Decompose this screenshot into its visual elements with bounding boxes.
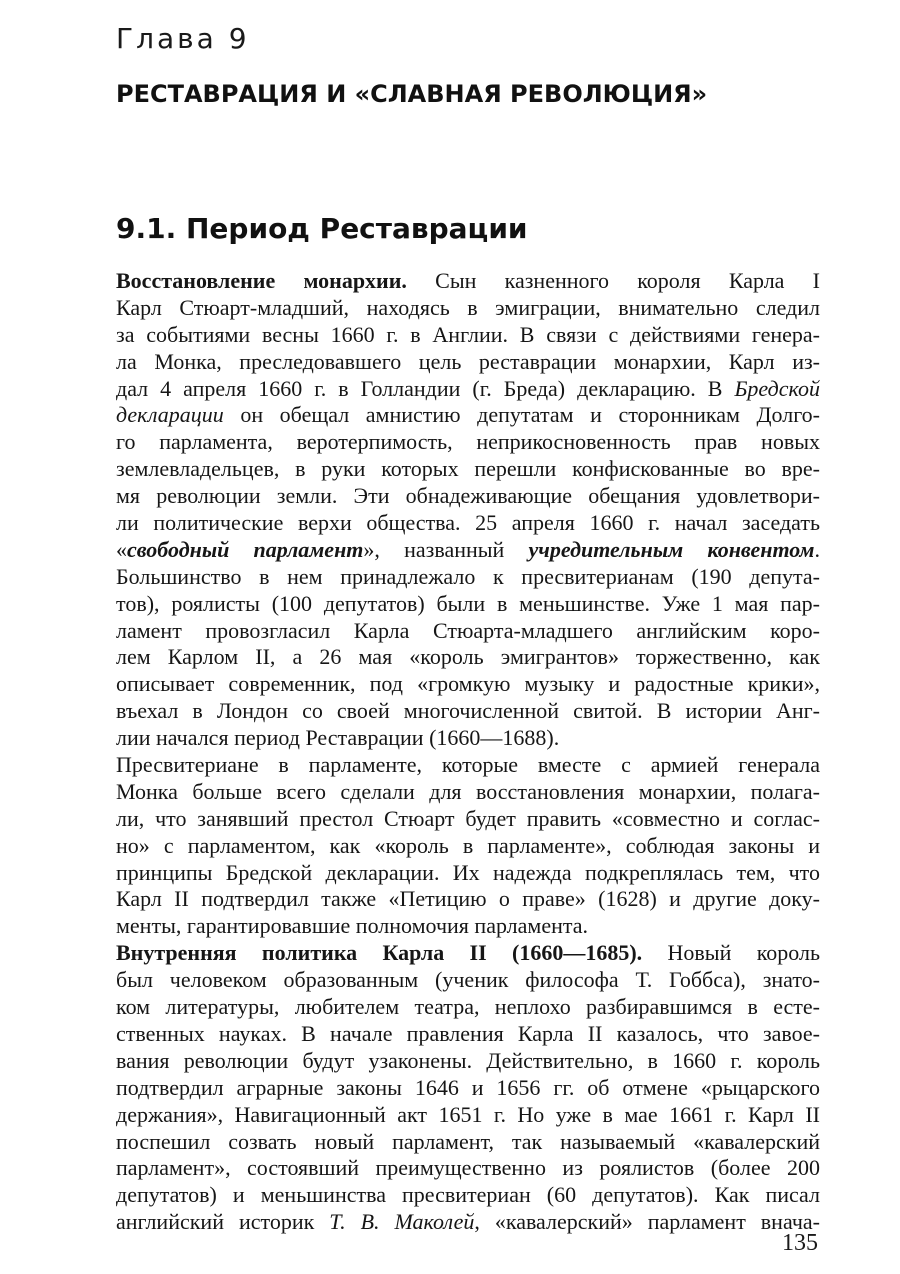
bold-run-in-heading: Внутренняя политика Карла II (1660—1685).: [116, 940, 643, 966]
text-segment: подтвердил аграрные законы 1646 и 1656 гг. об отмене «рыцарского: [116, 1074, 820, 1100]
text-segment: , «кавалерский» парламент внача-: [474, 1209, 820, 1235]
text-segment: ламент провозгласил Карла Стюарта-младшего английским коро-: [116, 617, 820, 643]
text-segment: ли политические верхи общества. 25 апреля 1660 г. начал заседать: [116, 510, 820, 536]
text-segment: описывает современник, под «громкую музыку и радостные крики»,: [116, 671, 820, 697]
emphasis-term: Бредской: [734, 375, 820, 401]
text-segment: вания революции будут узаконены. Действительно, в 1660 г. король: [116, 1047, 820, 1073]
text-line: [116, 644, 820, 671]
text-segment: Сын казненного короля Карла I: [406, 268, 820, 293]
text-segment: .: [814, 536, 820, 562]
text-segment: мя революции земли. Эти обнадеживающие обещания удовлетвори-: [116, 483, 820, 509]
text-line: [116, 537, 820, 564]
text-line: [116, 456, 820, 483]
emphasis-term: декларации: [116, 402, 224, 428]
text-line: [116, 295, 820, 322]
text-segment: ли, что занявший престол Стюарт будет править «совместно и соглас-: [116, 805, 820, 831]
text-line: [116, 940, 820, 967]
text-line: [116, 833, 820, 860]
text-segment: лем Карлом II, а 26 мая «король эмигрантов» торжественно, как: [116, 644, 820, 670]
text-line: [116, 618, 820, 645]
emphasis-term: свободный парламент: [127, 536, 364, 562]
text-line: [116, 994, 820, 1021]
text-segment: лии начался период Реставрации (1660—1688).: [116, 725, 560, 751]
text-segment: депутатов) и меньшинства пресвитериан (60 депутатов). Как писал: [116, 1182, 820, 1208]
text-line: [116, 1048, 820, 1075]
body-text: [116, 268, 820, 1236]
text-line: [116, 886, 820, 913]
text-segment: менты, гарантировавшие полномочия парламента.: [116, 913, 589, 939]
text-line: [116, 671, 820, 698]
emphasis-term: Т. В. Маколей: [329, 1209, 475, 1235]
text-segment: го парламента, веротерпимость, неприкосновенность прав новых: [116, 429, 820, 455]
chapter-label: Глава 9: [116, 22, 250, 55]
text-segment: но» с парламентом, как «король в парламенте», соблюдая законы и: [116, 832, 820, 858]
text-segment: землевладельцев, в руки которых перешли конфискованные во вре-: [116, 456, 820, 482]
text-line: [116, 349, 820, 376]
text-segment: держания», Навигационный акт 1651 г. Но уже в мае 1661 г. Карл II: [116, 1101, 820, 1127]
text-segment: Пресвитериане в парламенте, которые вместе с армией генерала: [116, 752, 820, 778]
text-segment: ла Монка, преследовавшего цель реставрации монархии, Карл из-: [116, 348, 820, 374]
text-line: [116, 806, 820, 833]
text-line: [116, 779, 820, 806]
text-line: [116, 725, 820, 752]
text-line: [116, 510, 820, 537]
text-segment: был человеком образованным (ученик философа Т. Гоббса), знато-: [116, 967, 820, 993]
text-line: [116, 483, 820, 510]
text-segment: Карл II подтвердил также «Петицию о праве» (1628) и другие доку-: [116, 886, 820, 912]
text-segment: Большинство в нем принадлежало к пресвитерианам (190 депута-: [116, 563, 820, 589]
text-segment: Новый король: [642, 940, 821, 966]
text-line: [116, 1075, 820, 1102]
text-line: [116, 698, 820, 725]
chapter-title: РЕСТАВРАЦИЯ И «СЛАВНАЯ РЕВОЛЮЦИЯ»: [116, 80, 708, 108]
text-line: [116, 860, 820, 887]
text-line: [116, 1129, 820, 1156]
text-segment: Монка больше всего сделали для восстановления монархии, полага-: [116, 778, 820, 804]
text-line: [116, 1209, 820, 1236]
text-segment: «: [116, 536, 127, 562]
text-segment: поспешил созвать новый парламент, так называемый «кавалерский: [116, 1128, 820, 1154]
text-line: [116, 967, 820, 994]
text-line: [116, 752, 820, 779]
text-line: [116, 1102, 820, 1129]
text-segment: », названный: [363, 536, 529, 562]
emphasis-term: учредительным конвентом: [528, 536, 815, 562]
text-line: [116, 1021, 820, 1048]
text-segment: принципы Бредской декларации. Их надежда подкреплялась тем, что: [116, 859, 820, 885]
text-segment: ственных науках. В начале правления Карла II казалось, что завое-: [116, 1020, 820, 1046]
text-segment: тов), роялисты (100 депутатов) были в меньшинстве. Уже 1 мая пар-: [116, 590, 820, 616]
text-segment: английский историк: [116, 1209, 330, 1235]
text-line: [116, 1182, 820, 1209]
text-segment: за событиями весны 1660 г. в Англии. В связи с действиями генера-: [116, 321, 820, 347]
text-line: [116, 564, 820, 591]
page-number: 135: [782, 1230, 818, 1256]
text-line: [116, 429, 820, 456]
section-title: 9.1. Период Реставрации: [116, 212, 528, 245]
bold-run-in-heading: Восстановление монархии.: [116, 268, 407, 293]
text-segment: Карл Стюарт-младший, находясь в эмиграции, внимательно следил: [116, 294, 820, 320]
text-line: [116, 376, 820, 403]
text-line: [116, 913, 820, 940]
text-line: [116, 268, 820, 295]
text-line: [116, 591, 820, 618]
text-segment: дал 4 апреля 1660 г. в Голландии (г. Бреда) декларацию. В: [116, 375, 735, 401]
text-line: [116, 322, 820, 349]
text-segment: ком литературы, любителем театра, неплохо разбиравшимся в есте-: [116, 994, 820, 1020]
text-line: [116, 1155, 820, 1182]
text-segment: въехал в Лондон со своей многочисленной свитой. В истории Анг-: [116, 698, 820, 724]
text-segment: парламент», состоявший преимущественно из роялистов (более 200: [116, 1155, 820, 1181]
text-line: [116, 402, 820, 429]
text-segment: он обещал амнистию депутатам и сторонникам Долго-: [223, 402, 820, 428]
